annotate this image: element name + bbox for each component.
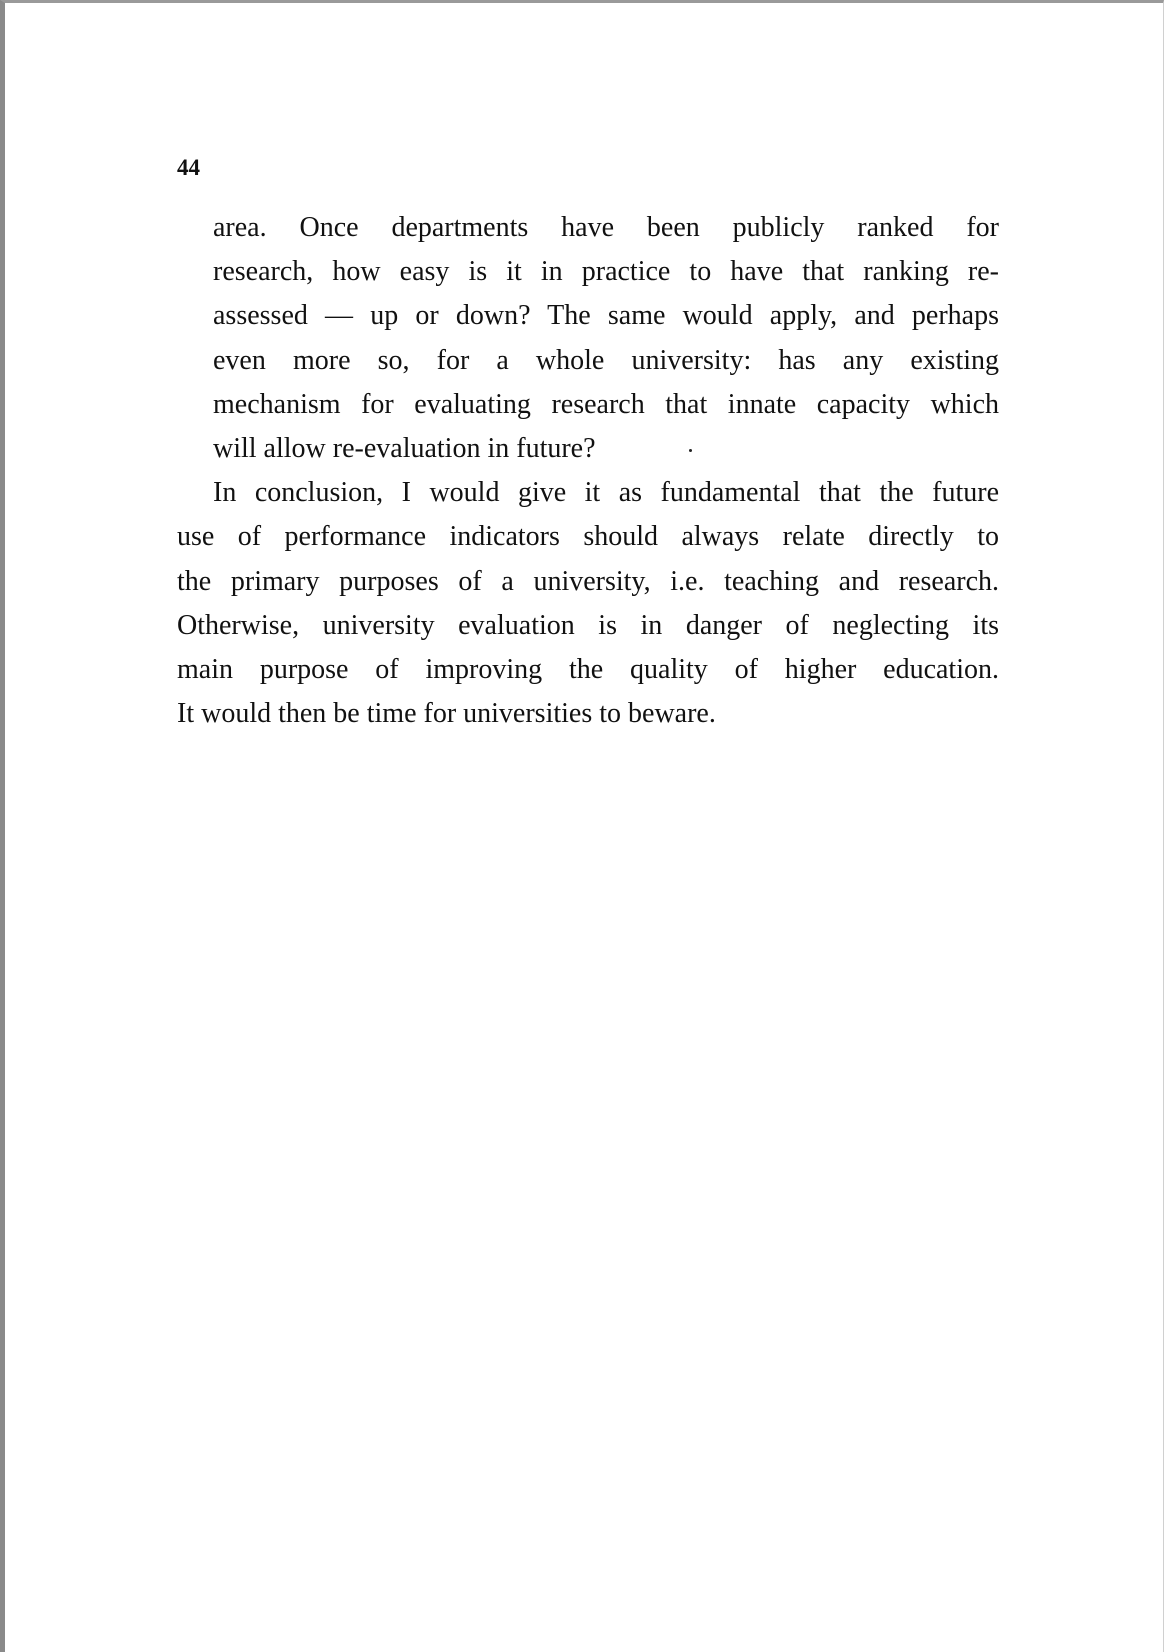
text-line: Otherwise, university evaluation is in danger of neglecting its: [177, 609, 999, 641]
text-line: assessed — up or down? The same would apply, and perhaps: [213, 300, 999, 332]
text-line: main purpose of improving the quality of higher education.: [177, 654, 999, 686]
text-line: use of performance indicators should always relate directly to: [177, 521, 999, 553]
text-line: area. Once departments have been publicly ranked for: [213, 212, 999, 243]
text-line: It would then be time for universities to beware.: [177, 698, 716, 730]
text-line: will allow re-evaluation in future?: [213, 433, 596, 465]
text-line: even more so, for a whole university: has any existing: [213, 344, 999, 376]
scan-speck: [689, 449, 692, 452]
text-line: research, how easy is it in practice to have that ranking re-: [213, 256, 999, 288]
conclusion-paragraph: [177, 471, 999, 736]
continued-paragraph: [177, 206, 999, 471]
page-number: 44: [177, 155, 200, 180]
text-line: the primary purposes of a university, i.e. teaching and research.: [177, 565, 999, 597]
text-line: mechanism for evaluating research that innate capacity which: [213, 388, 999, 420]
body-text: [177, 206, 999, 736]
text-line: In conclusion, I would give it as fundamental that the future: [213, 477, 999, 509]
